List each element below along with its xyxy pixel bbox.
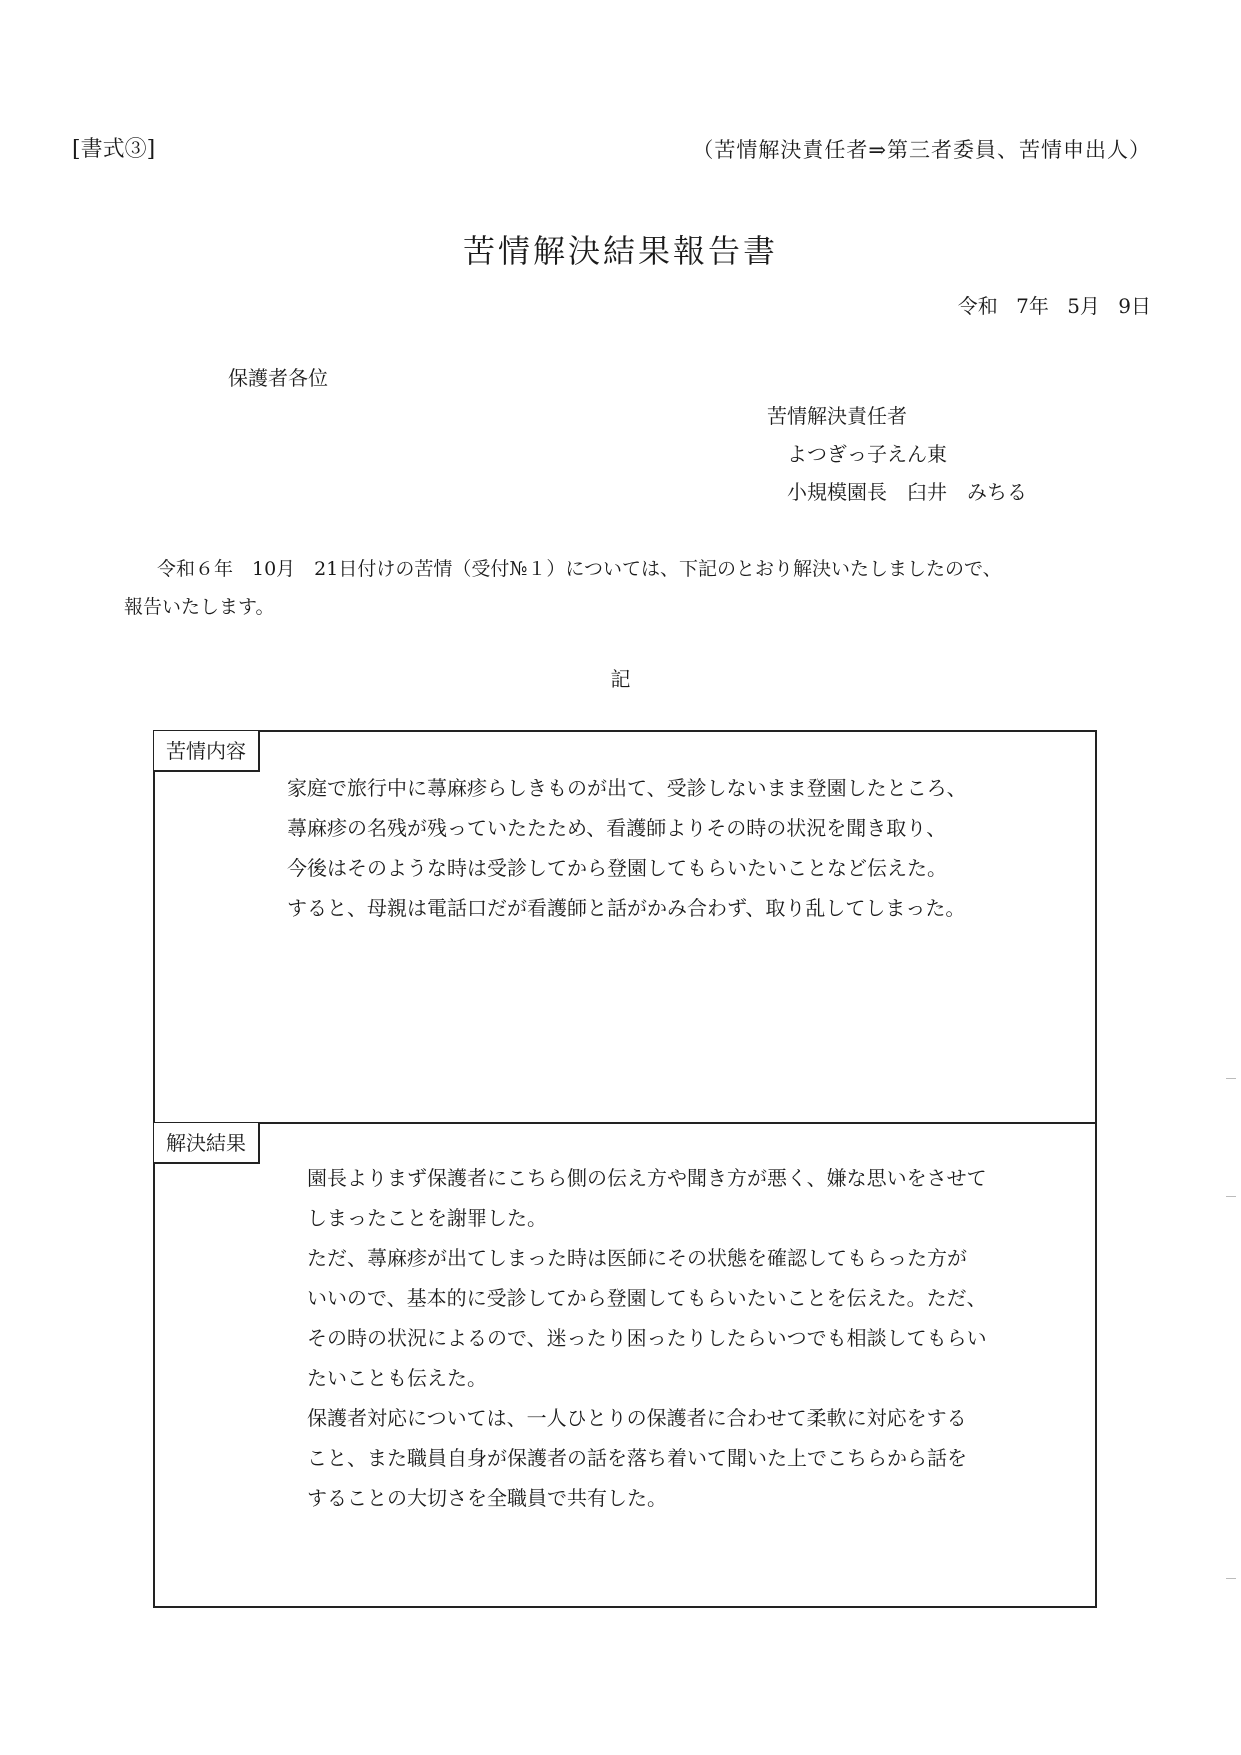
resolution-body bbox=[307, 1158, 987, 1518]
complaint-body bbox=[287, 768, 967, 928]
complaint-section bbox=[155, 732, 1095, 1124]
form-label: [書式③] bbox=[72, 137, 156, 162]
resolution-line: こと、また職員自身が保護者の話を落ち着いて聞いた上でこちらから話を bbox=[307, 1446, 967, 1470]
report-box bbox=[153, 730, 1097, 1608]
routing-note: （苦情解決責任者⇒第三者委員、苦情申出人） bbox=[692, 138, 1151, 162]
resolution-label: 解決結果 bbox=[154, 1123, 260, 1164]
complaint-line: 蕁麻疹の名残が残っていたたため、看護師よりその時の状況を聞き取り、 bbox=[287, 816, 947, 840]
resolution-section bbox=[155, 1124, 1095, 1606]
report-date: 令和 7年 5月 9日 bbox=[957, 294, 1151, 318]
resolution-line: することの大切さを全職員で共有した。 bbox=[307, 1486, 667, 1510]
addressee: 保護者各位 bbox=[228, 366, 328, 390]
intro-line: 報告いたします。 bbox=[124, 596, 275, 618]
complaint-label: 苦情内容 bbox=[154, 731, 260, 772]
scan-edge-mark bbox=[1226, 1078, 1236, 1079]
resolution-line: 保護者対応については、一人ひとりの保護者に合わせて柔軟に対応をする bbox=[307, 1406, 967, 1430]
ki-marker: 記 bbox=[610, 667, 631, 691]
resolution-line: 園長よりまず保護者にこちら側の伝え方や聞き方が悪く、嫌な思いをさせて bbox=[307, 1166, 987, 1190]
intro-paragraph bbox=[124, 550, 1124, 626]
resolution-line: たいことも伝えた。 bbox=[307, 1366, 487, 1390]
page-title: 苦情解決結果報告書 bbox=[462, 232, 778, 270]
complaint-line: すると、母親は電話口だが看護師と話がかみ合わず、取り乱してしまった。 bbox=[287, 896, 966, 920]
scan-edge-mark bbox=[1226, 1196, 1236, 1197]
resolution-line: ただ、蕁麻疹が出てしまった時は医師にその状態を確認してもらった方が bbox=[307, 1246, 967, 1270]
scan-edge-mark bbox=[1226, 1578, 1236, 1579]
sender-role: 苦情解決責任者 bbox=[767, 404, 907, 428]
intro-line: 令和６年 10月 21日付けの苦情（受付№１）については、下記のとおり解決いたしましたので、 bbox=[157, 558, 1002, 580]
complaint-line: 今後はそのような時は受診してから登園してもらいたいことなど伝えた。 bbox=[287, 856, 947, 880]
sender-name: 小規模園長 臼井 みちる bbox=[787, 480, 1027, 504]
resolution-line: その時の状況によるので、迷ったり困ったりしたらいつでも相談してもらい bbox=[307, 1326, 987, 1350]
sender-organization: よつぎっ子えん東 bbox=[787, 442, 947, 466]
resolution-line: しまったことを謝罪した。 bbox=[307, 1206, 547, 1230]
resolution-line: いいので、基本的に受診してから登園してもらいたいことを伝えた。ただ、 bbox=[307, 1286, 987, 1310]
complaint-line: 家庭で旅行中に蕁麻疹らしきものが出て、受診しないまま登園したところ、 bbox=[287, 776, 967, 800]
